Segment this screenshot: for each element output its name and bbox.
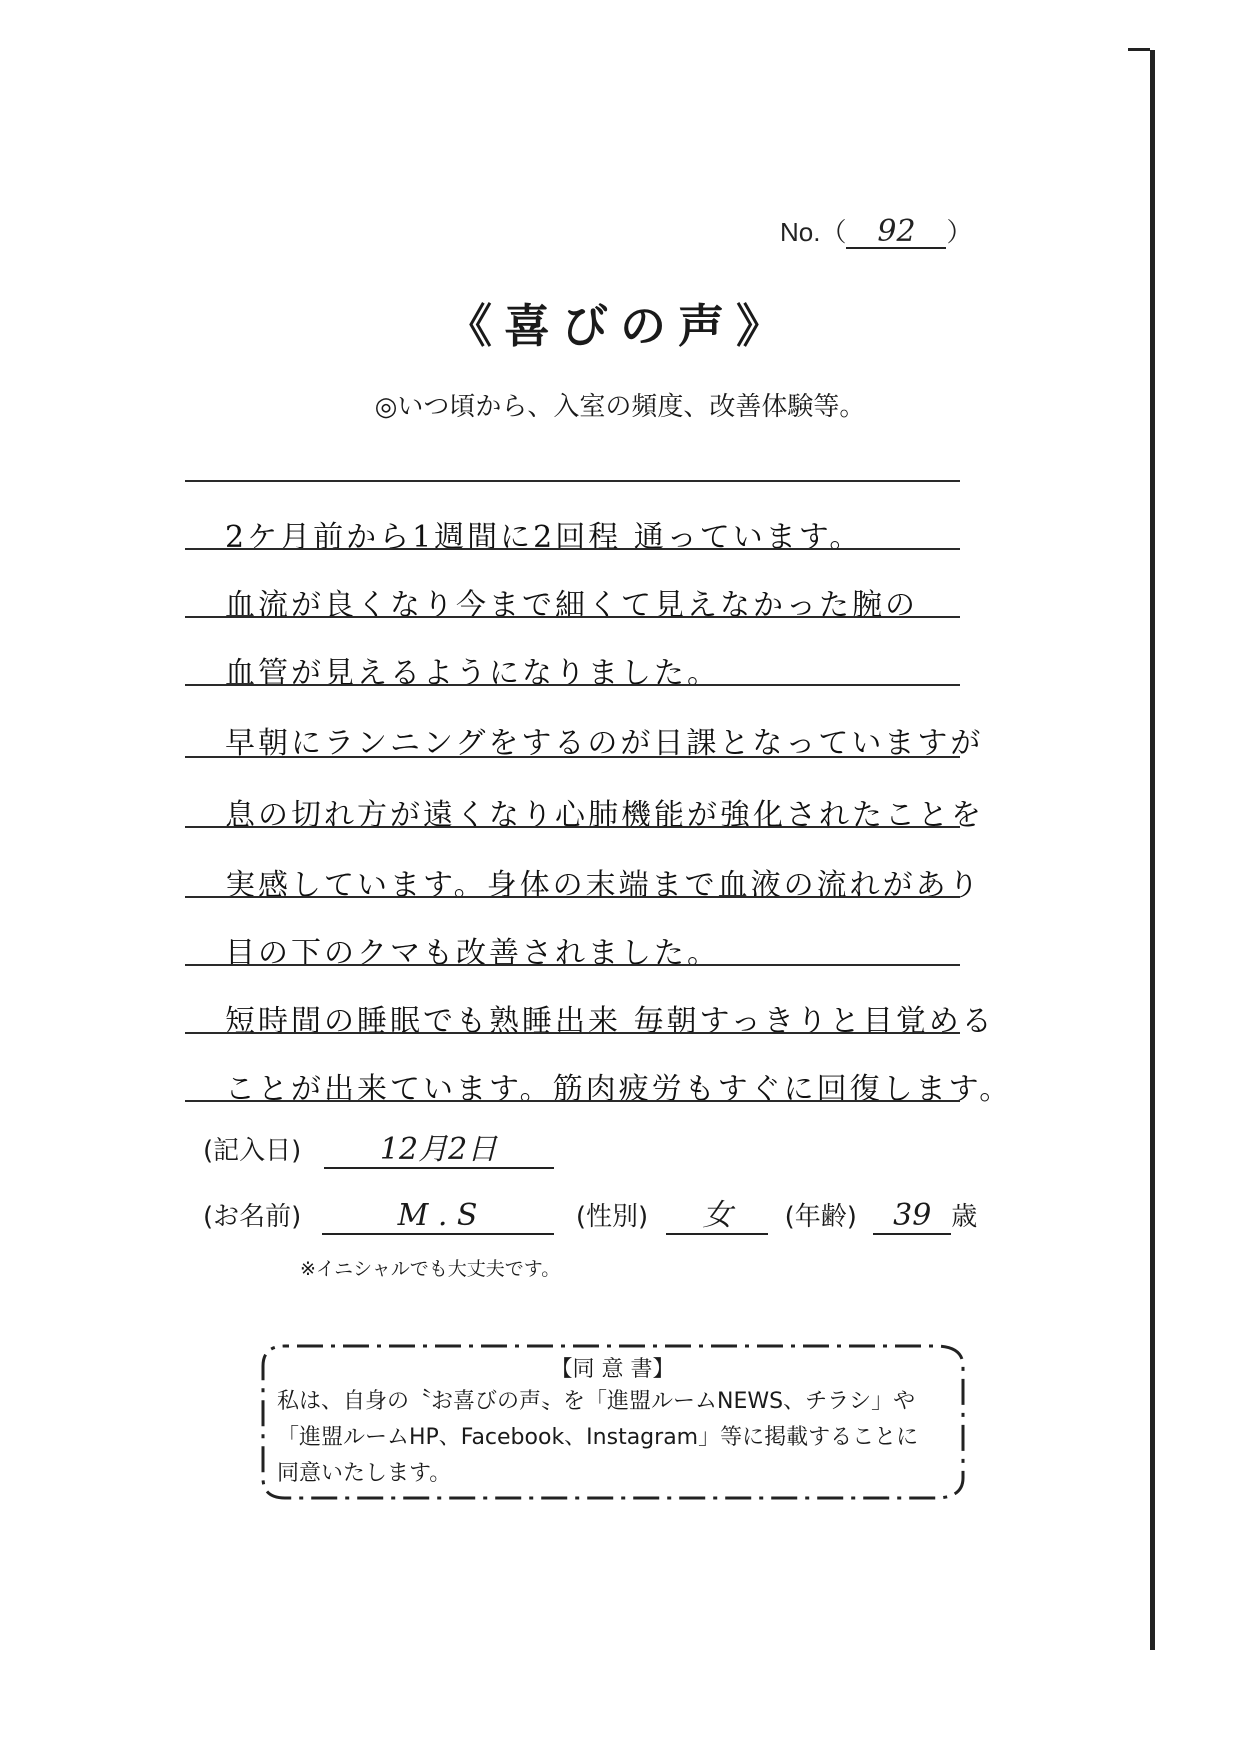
page-subtitle: ◎いつ頃から、入室の頻度、改善体験等。 <box>374 392 866 422</box>
consent-box <box>255 1338 970 1504</box>
name-value: M . S <box>322 1199 554 1235</box>
number-label: No.（ <box>780 217 847 247</box>
consent-line: 私は、自身の〝お喜びの声〟を「進盟ルームNEWS、チラシ」や <box>277 1389 916 1414</box>
ruled-line <box>185 896 960 898</box>
gender-label: (性別) <box>575 1202 649 1232</box>
ruled-line <box>185 616 960 618</box>
name-label: (お名前) <box>203 1202 302 1232</box>
number-value: 92 <box>846 217 946 249</box>
name-row <box>203 1196 977 1235</box>
form-number <box>780 212 972 249</box>
consent-title: 【同 意 書】 <box>550 1357 675 1382</box>
age-label: (年齢) <box>784 1202 857 1232</box>
ruled-line <box>185 684 960 686</box>
handwritten-line: 血管が見えるようになりました。 <box>225 656 720 691</box>
ruled-line <box>185 826 960 828</box>
handwritten-line: 短時間の睡眠でも熟睡出来 毎朝すっきりと目覚める <box>225 1004 995 1039</box>
initials-note: ※イニシャルでも大丈夫です。 <box>300 1258 561 1280</box>
ruled-line <box>185 1100 960 1102</box>
date-field <box>203 1130 554 1169</box>
date-label: (記入日) <box>203 1136 302 1166</box>
page-title: 《喜びの声》 <box>446 299 794 353</box>
handwritten-line: 血流が良くなり今まで細くて見えなかった腕の <box>225 588 918 623</box>
handwritten-line: ことが出来ています。筋肉疲労もすぐに回復します。 <box>225 1072 1013 1107</box>
handwritten-line: 早朝にランニングをするのが日課となっていますが <box>225 726 984 761</box>
gender-value: 女 <box>666 1199 768 1235</box>
handwritten-line: 2ケ月前から1週間に2回程 通っています。 <box>225 520 863 555</box>
ruled-line <box>185 964 960 966</box>
handwritten-line: 実感しています。身体の末端まで血液の流れがあり <box>225 868 982 903</box>
ruled-line <box>185 480 960 482</box>
number-close: ） <box>946 217 973 247</box>
ruled-line <box>185 1032 960 1034</box>
consent-line: 同意いたします。 <box>277 1461 452 1486</box>
consent-text <box>277 1384 957 1492</box>
consent-line: 「進盟ルームHP、Facebook、Instagram」等に掲載することに <box>277 1425 919 1450</box>
age-value: 39 <box>873 1199 951 1235</box>
handwritten-line: 息の切れ方が遠くなり心肺機能が強化されたことを <box>225 798 984 833</box>
handwritten-line: 目の下のクマも改善されました。 <box>225 936 720 971</box>
ruled-line <box>185 756 960 758</box>
date-value: 12月2日 <box>324 1133 554 1169</box>
scan-edge-mark <box>1128 48 1150 51</box>
age-unit: 歳 <box>951 1202 978 1232</box>
ruled-line <box>185 548 960 550</box>
